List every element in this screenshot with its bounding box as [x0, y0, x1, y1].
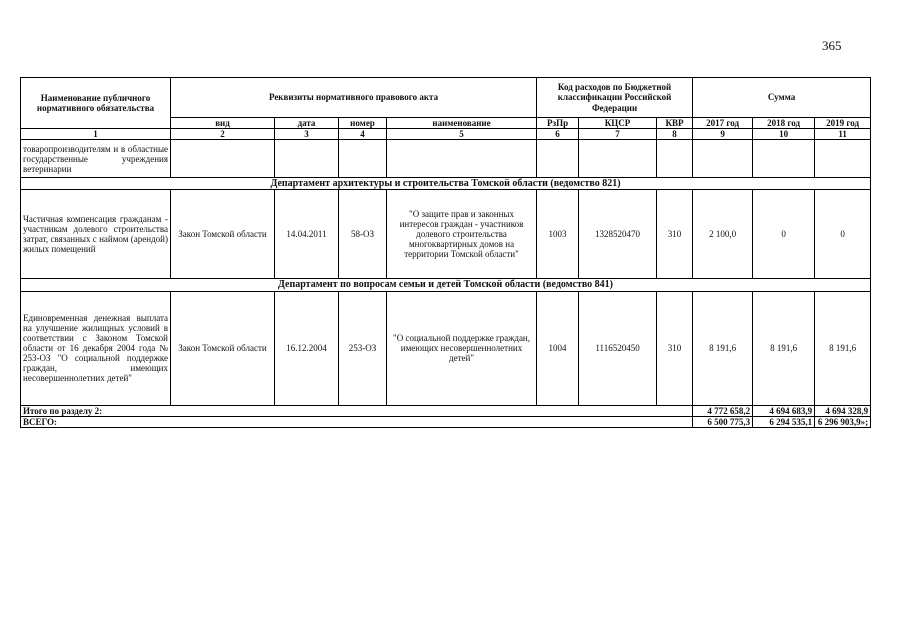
budget-table: [20, 77, 871, 428]
header-2018: 2018 год: [753, 118, 815, 129]
empty-cell: [387, 140, 537, 178]
act-name: "О социальной поддержке граждан, имеющих несовершеннолетних детей": [387, 291, 537, 405]
department-title: Департамент архитектуры и строительства Томской области (ведомство 821): [21, 178, 871, 190]
obligation-name: товаропроизводителям и в областные государственные учреждения ветеринарии: [21, 140, 171, 178]
page-number: 365: [822, 38, 842, 53]
table-row: [21, 140, 871, 178]
header-name-cell: Наименование публичного нормативного обязательства: [21, 78, 171, 129]
empty-cell: [657, 140, 693, 178]
empty-cell: [339, 140, 387, 178]
department-row: [21, 178, 871, 190]
kcsr-code: 1328520470: [579, 190, 657, 279]
column-number: 1: [21, 129, 171, 140]
grand-total-2019: 6 296 903,9»;: [815, 416, 871, 427]
sum-2019: 8 191,6: [815, 291, 871, 405]
sum-2018: 0: [753, 190, 815, 279]
column-number: 2: [171, 129, 275, 140]
act-name: "О защите прав и законных интересов граждан - участников долевого строительства многоквартирных домов на территории Томской области": [387, 190, 537, 279]
department-title: Департамент по вопросам семьи и детей Томской области (ведомство 841): [21, 279, 871, 291]
header-number: номер: [339, 118, 387, 129]
act-date: 14.04.2011: [275, 190, 339, 279]
kvr-code: 310: [657, 190, 693, 279]
column-number: 5: [387, 129, 537, 140]
section-total-label: Итого по разделу 2:: [21, 405, 693, 416]
column-number: 7: [579, 129, 657, 140]
section-total-2019: 4 694 328,9: [815, 405, 871, 416]
header-vid: вид: [171, 118, 275, 129]
empty-cell: [693, 140, 753, 178]
empty-cell: [579, 140, 657, 178]
section-total-2017: 4 772 658,2: [693, 405, 753, 416]
column-number: 4: [339, 129, 387, 140]
header-requisites-cell: Реквизиты нормативного правового акта: [171, 78, 537, 118]
sum-2017: 8 191,6: [693, 291, 753, 405]
table-row: [21, 190, 871, 279]
header-2017: 2017 год: [693, 118, 753, 129]
empty-cell: [171, 140, 275, 178]
empty-cell: [275, 140, 339, 178]
sum-2017: 2 100,0: [693, 190, 753, 279]
act-number: 253-ОЗ: [339, 291, 387, 405]
obligation-name: Единовременная денежная выплата на улучшение жилищных условий в соответствии с Законом Томской области от 16 декабря 2004 года № 253-ОЗ "О социальной поддержке граждан, имеющих несовершеннолетних детей": [21, 291, 171, 405]
empty-cell: [753, 140, 815, 178]
department-row: [21, 279, 871, 291]
header-kcsr: КЦСР: [579, 118, 657, 129]
column-number: 8: [657, 129, 693, 140]
act-date: 16.12.2004: [275, 291, 339, 405]
grand-total-2017: 6 500 775,3: [693, 416, 753, 427]
column-number: 11: [815, 129, 871, 140]
empty-cell: [537, 140, 579, 178]
sum-2018: 8 191,6: [753, 291, 815, 405]
act-type: Закон Томской области: [171, 190, 275, 279]
header-kvr: КВР: [657, 118, 693, 129]
header-sum-cell: Сумма: [693, 78, 871, 118]
grand-total-label: ВСЕГО:: [21, 416, 693, 427]
column-number-row: [21, 129, 871, 140]
header-act-name: наименование: [387, 118, 537, 129]
header-date: дата: [275, 118, 339, 129]
table-row: [21, 291, 871, 405]
act-number: 58-ОЗ: [339, 190, 387, 279]
header-rzpr: РзПр: [537, 118, 579, 129]
sum-2019: 0: [815, 190, 871, 279]
column-number: 3: [275, 129, 339, 140]
act-type: Закон Томской области: [171, 291, 275, 405]
header-code-cell: Код расходов по Бюджетной классификации Российской Федерации: [537, 78, 693, 118]
section-total-2018: 4 694 683,9: [753, 405, 815, 416]
grand-total-2018: 6 294 535,1: [753, 416, 815, 427]
section-total-row: [21, 405, 871, 416]
header-row-main: [21, 78, 871, 118]
column-number: 9: [693, 129, 753, 140]
header-2019: 2019 год: [815, 118, 871, 129]
empty-cell: [815, 140, 871, 178]
kcsr-code: 1116520450: [579, 291, 657, 405]
rzpr-code: 1003: [537, 190, 579, 279]
column-number: 10: [753, 129, 815, 140]
rzpr-code: 1004: [537, 291, 579, 405]
column-number: 6: [537, 129, 579, 140]
obligation-name: Частичная компенсация гражданам - участникам долевого строительства затрат, связанных с наймом (арендой) жилых помещений: [21, 190, 171, 279]
grand-total-row: [21, 416, 871, 427]
kvr-code: 310: [657, 291, 693, 405]
